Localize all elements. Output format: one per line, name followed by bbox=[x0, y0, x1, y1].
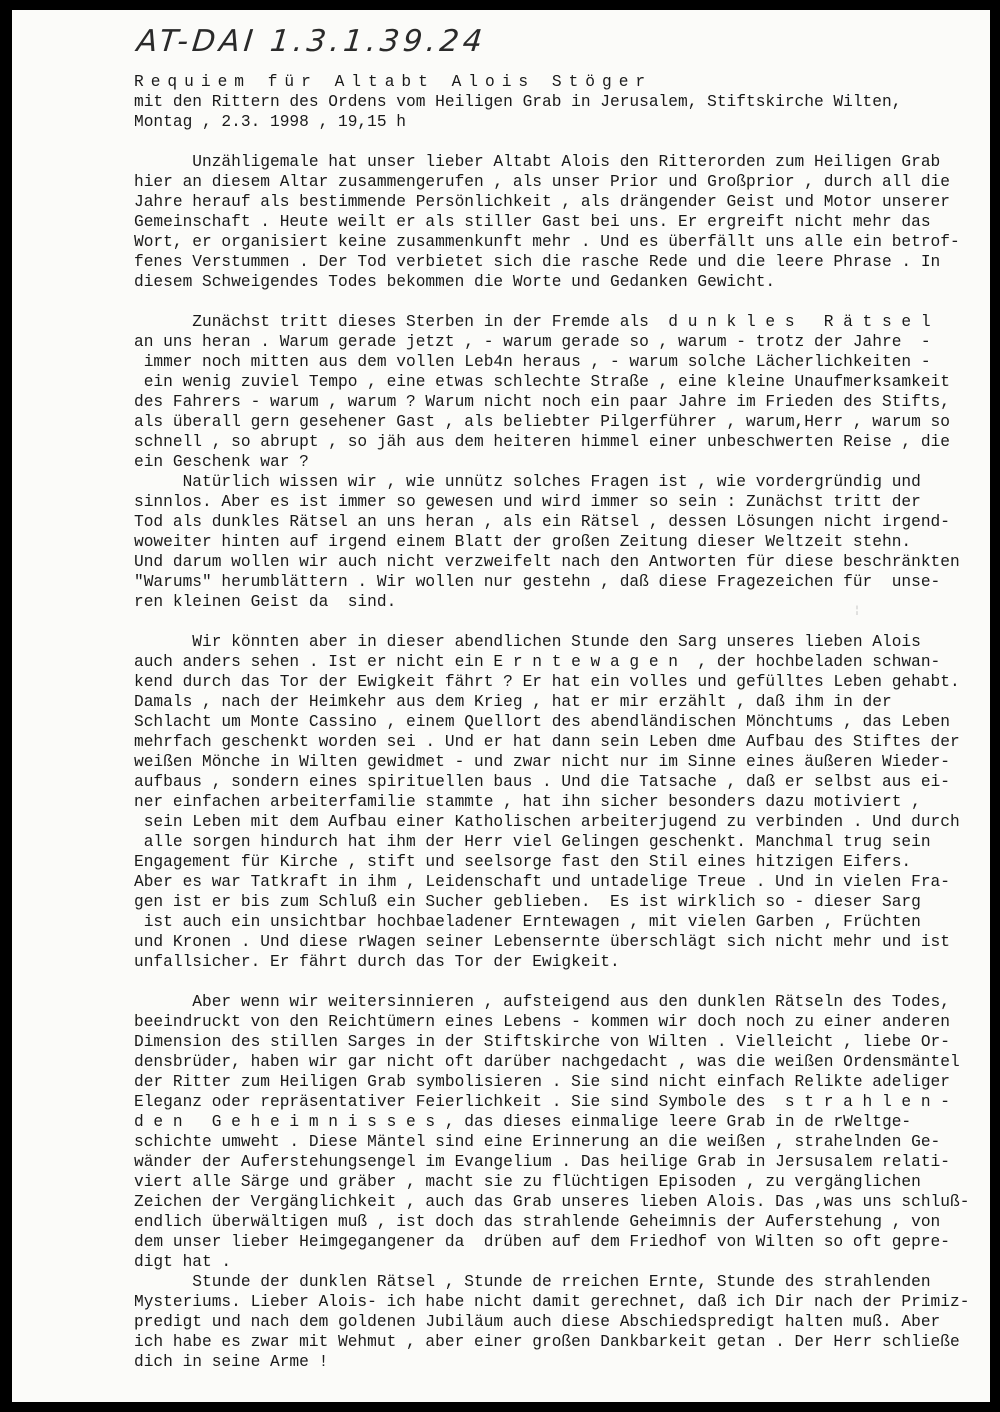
text-line: ner einfachen arbeiterfamilie stammte , hat ihn sicher besonders dazu motiviert , bbox=[134, 793, 921, 811]
text-line: ein Geschenk war ? bbox=[134, 453, 309, 471]
text-line: Damals , nach der Heimkehr aus dem Krieg , hat er mir erzählt , daß ihm in der bbox=[134, 693, 892, 711]
text-line: Und darum wollen wir auch nicht verzweifelt nach den Antworten für diese beschränkten bbox=[134, 553, 960, 571]
paragraph bbox=[134, 992, 984, 1372]
text-line: alle sorgen hindurch hat ihm der Herr viel Gelingen geschenkt. Manchmal trug sein bbox=[134, 833, 931, 851]
document-date: Montag , 2.3. 1998 , 19,15 h bbox=[134, 113, 406, 131]
text-line: ein wenig zuviel Tempo , eine etwas schlechte Straße , eine kleine Unaufmerksamkeit bbox=[134, 373, 950, 391]
text-line: Stunde der dunklen Rätsel , Stunde de rreichen Ernte, Stunde des strahlenden bbox=[134, 1273, 931, 1291]
text-line: "Warums" herumblättern . Wir wollen nur gestehn , daß diese Fragezeichen für unse- bbox=[134, 573, 941, 591]
text-line: schichte umweht . Diese Mäntel sind eine Erinnerung an die weißen , strahelnden Ge- bbox=[134, 1133, 941, 1151]
text-line: auch anders sehen . Ist er nicht ein E r n t e w a g e n , der hochbeladen schwan- bbox=[134, 653, 941, 671]
text-line: wänder der Auferstehungsengel im Evangelium . Das heilige Grab in Jersusalem relati- bbox=[134, 1153, 950, 1171]
text-line: diesem Schweigendes Todes bekommen die Worte und Gedanken Gewicht. bbox=[134, 273, 776, 291]
document-page bbox=[12, 10, 990, 1402]
text-line: ich habe es zwar mit Wehmut , aber einer großen Dankbarkeit getan . Der Herr schließe bbox=[134, 1333, 960, 1351]
text-line: Schlacht um Monte Cassino , einem Quellort des abendländischen Mönchtums , das Leben bbox=[134, 713, 950, 731]
text-line: dem unser lieber Heimgegangener da drüben auf dem Friedhof von Wilten so oft gepre- bbox=[134, 1233, 950, 1251]
text-line: Aber es war Tatkraft in ihm , Leidenschaft und untadelige Treue . Und in vielen Fra- bbox=[134, 873, 950, 891]
text-line: ren kleinen Geist da sind. bbox=[134, 593, 397, 611]
text-line: ist auch ein unsichtbar hochbaeladener Erntewagen , mit vielen Garben , Früchten bbox=[134, 913, 921, 931]
text-line: Engagement für Kirche , stift und seelsorge fast den Stil eines hitzigen Eifers. bbox=[134, 853, 912, 871]
text-line: densbrüder, haben wir gar nicht oft darüber nachgedacht , was die weißen Ordensmäntel bbox=[134, 1053, 960, 1071]
document-subtitle: mit den Rittern des Ordens vom Heiligen Grab in Jerusalem, Stiftskirche Wilten, bbox=[134, 93, 902, 111]
text-line: d e n G e h e i m n i s s e s , das dieses einmalige leere Grab in de rWeltge- bbox=[134, 1113, 912, 1131]
text-line: viert alle Särge und gräber , macht sie zu flüchtigen Episoden , zu vergänglichen bbox=[134, 1173, 921, 1191]
text-line: Dimension des stillen Sarges in der Stiftskirche von Wilten . Vielleicht , liebe Or- bbox=[134, 1033, 950, 1051]
paragraph bbox=[134, 632, 984, 972]
paragraph bbox=[134, 152, 984, 292]
text-line: digt hat . bbox=[134, 1253, 232, 1271]
document-title: Requiem für Altabt Alois Stöger bbox=[134, 73, 653, 91]
text-line: beeindruckt von den Reichtümern eines Lebens - kommen wir doch noch zu einer anderen bbox=[134, 1013, 950, 1031]
text-line: immer noch mitten aus dem vollen Leb4n heraus , - warum solche Lächerlichkeiten - bbox=[134, 353, 931, 371]
text-line: dich in seine Arme ! bbox=[134, 1353, 329, 1371]
text-line: als überall gern gesehener Gast , als beliebter Pilgerführer , warum,Herr , warum so bbox=[134, 413, 950, 431]
text-line: und Kronen . Und diese rWagen seiner Lebensernte überschlägt sich nicht mehr und ist bbox=[134, 933, 950, 951]
text-line: sein Leben mit dem Aufbau einer Katholischen arbeiterjugend zu verbinden . Und durch bbox=[134, 813, 960, 831]
text-line: Gemeinschaft . Heute weilt er als stiller Gast bei uns. Er ergreift nicht mehr das bbox=[134, 213, 931, 231]
text-line: aufbaus , sondern eines spirituellen baus . Und die Tatsache , daß er selbst aus ei- bbox=[134, 773, 950, 791]
text-line: Eleganz oder repräsentativer Feierlichkeit . Sie sind Symbole des s t r a h l e n - bbox=[134, 1093, 950, 1111]
text-line: an uns heran . Warum gerade jetzt , - warum gerade so , warum - trotz der Jahre - bbox=[134, 333, 931, 351]
text-line: Mysteriums. Lieber Alois- ich habe nicht damit gerechnet, daß ich Dir nach der Primiz- bbox=[134, 1293, 970, 1311]
text-line: mehrfach geschenkt worden sei . Und er hat dann sein Leben dme Aufbau des Stiftes der bbox=[134, 733, 960, 751]
text-line: unfallsicher. Er fährt durch das Tor der Ewigkeit. bbox=[134, 953, 620, 971]
text-line: Zeichen der Vergänglichkeit , auch das Grab unseres lieben Alois. Das ,was uns schluß- bbox=[134, 1193, 970, 1211]
text-line: Aber wenn wir weitersinnieren , aufsteigend aus den dunklen Rätseln des Todes, bbox=[134, 993, 950, 1011]
text-line: Unzähligemale hat unser lieber Altabt Alois den Ritterorden zum Heiligen Grab bbox=[134, 153, 941, 171]
text-line: gen ist er bis zum Schluß ein Sucher geblieben. Es ist wirklich so - dieser Sarg bbox=[134, 893, 921, 911]
text-line: predigt und nach dem goldenen Jubiläum auch diese Abschiedspredigt halten muß. Aber bbox=[134, 1313, 941, 1331]
text-line: Zunächst tritt dieses Sterben in der Fremde als d u n k l e s R ä t s e l bbox=[134, 313, 931, 331]
text-line: hier an diesem Altar zusammengerufen , als unser Prior und Großprior , durch all die bbox=[134, 173, 950, 191]
text-line: Wir könnten aber in dieser abendlichen Stunde den Sarg unseres lieben Alois bbox=[134, 633, 921, 651]
text-line: woweiter hinten auf irgend einem Blatt der großen Zeitung dieser Weltzeit stehn. bbox=[134, 533, 912, 551]
text-line: der Ritter zum Heiligen Grab symbolisieren . Sie sind nicht einfach Relikte adeliger bbox=[134, 1073, 950, 1091]
text-line: Wort, er organisiert keine zusammenkunft mehr . Und es überfällt uns alle ein betrof- bbox=[134, 233, 960, 251]
text-line: schnell , so abrupt , so jäh aus dem heiteren himmel einer unbeschwerten Reise , die bbox=[134, 433, 950, 451]
text-line: kend durch das Tor der Ewigkeit fährt ? Er hat ein volles und gefülltes Leben gehabt. bbox=[134, 673, 960, 691]
archive-signature: AT-DAI 1.3.1.39.24 bbox=[135, 24, 488, 59]
text-line: endlich überwältigen muß , ist doch das strahlende Geheimnis der Auferstehung , von bbox=[134, 1213, 941, 1231]
text-line: Jahre herauf als bestimmende Persönlichkeit , als drängender Geist und Motor unserer bbox=[134, 193, 950, 211]
document-body bbox=[134, 72, 984, 1372]
paragraph bbox=[134, 312, 984, 612]
text-line: Tod als dunkles Rätsel an uns heran , als ein Rätsel , dessen Lösungen nicht irgend- bbox=[134, 513, 950, 531]
text-line: Natürlich wissen wir , wie unnütz solches Fragen ist , wie vordergründig und bbox=[134, 473, 921, 491]
text-line: fenes Verstummen . Der Tod verbietet sich die rasche Rede und die leere Phrase . In bbox=[134, 253, 941, 271]
text-line: weißen Mönche in Wilten gewidmet - und zwar nicht nur im Sinne eines äußeren Wieder- bbox=[134, 753, 950, 771]
paragraphs bbox=[134, 152, 984, 1372]
paper-mark: ¦ bbox=[854, 606, 861, 617]
text-line: des Fahrers - warum , warum ? Warum nicht noch ein paar Jahre im Frieden des Stifts, bbox=[134, 393, 950, 411]
text-line: sinnlos. Aber es ist immer so gewesen und wird immer so sein : Zunächst tritt der bbox=[134, 493, 921, 511]
